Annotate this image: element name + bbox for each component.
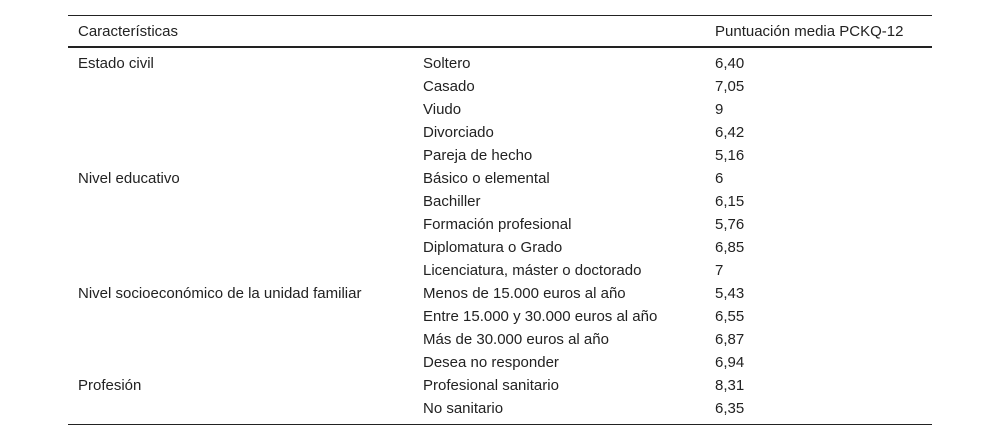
score-cell: 6 (715, 170, 724, 187)
group-cell: Profesión (78, 377, 142, 394)
data-table-container (68, 15, 932, 425)
table-body (68, 47, 932, 425)
category-cell: Básico o elemental (423, 170, 550, 187)
score-cell: 6,42 (715, 124, 745, 141)
group-cell (68, 190, 413, 213)
table-row (68, 397, 932, 425)
category-cell: Licenciatura, máster o doctorado (423, 262, 642, 279)
table-row (68, 75, 932, 98)
group-cell (68, 213, 413, 236)
category-cell: Desea no responder (423, 354, 559, 371)
table-row (68, 98, 932, 121)
category-cell: Soltero (423, 55, 471, 72)
group-cell (68, 397, 413, 425)
category-cell: Formación profesional (423, 216, 572, 233)
table-row (68, 351, 932, 374)
table-row (68, 374, 932, 397)
group-cell (68, 236, 413, 259)
group-cell (68, 144, 413, 167)
score-cell: 7,05 (715, 78, 745, 95)
category-cell: Bachiller (423, 193, 481, 210)
table-row (68, 47, 932, 75)
category-cell: No sanitario (423, 400, 504, 417)
category-cell: Casado (423, 78, 475, 95)
category-cell: Pareja de hecho (423, 147, 533, 164)
score-cell: 6,40 (715, 55, 745, 72)
table-row (68, 121, 932, 144)
category-cell: Más de 30.000 euros al año (423, 331, 609, 348)
group-cell (68, 305, 413, 328)
table-row (68, 259, 932, 282)
table-row (68, 282, 932, 305)
score-cell: 6,85 (715, 239, 745, 256)
category-cell: Profesional sanitario (423, 377, 559, 394)
score-cell: 7 (715, 262, 724, 279)
category-cell: Entre 15.000 y 30.000 euros al año (423, 308, 658, 325)
score-cell: 6,15 (715, 193, 745, 210)
group-cell: Nivel socioeconómico de la unidad familiar (78, 285, 362, 302)
table-row (68, 305, 932, 328)
header-category (413, 16, 705, 48)
group-cell: Estado civil (78, 55, 154, 72)
group-cell (68, 98, 413, 121)
table-row (68, 236, 932, 259)
group-cell (68, 328, 413, 351)
category-cell: Menos de 15.000 euros al año (423, 285, 626, 302)
header-mean-score: Puntuación media PCKQ-12 (715, 22, 904, 40)
group-cell (68, 351, 413, 374)
score-cell: 5,16 (715, 147, 745, 164)
score-cell: 8,31 (715, 377, 745, 394)
score-cell: 6,94 (715, 354, 745, 371)
group-cell (68, 75, 413, 98)
group-cell: Nivel educativo (78, 170, 180, 187)
table-row (68, 190, 932, 213)
group-cell (68, 121, 413, 144)
score-cell: 5,76 (715, 216, 745, 233)
group-cell (68, 259, 413, 282)
table-row (68, 167, 932, 190)
score-cell: 6,55 (715, 308, 745, 325)
score-cell: 6,35 (715, 400, 745, 417)
category-cell: Diplomatura o Grado (423, 239, 563, 256)
characteristics-table (68, 15, 932, 425)
table-header (68, 16, 932, 48)
category-cell: Divorciado (423, 124, 494, 141)
table-row (68, 328, 932, 351)
score-cell: 5,43 (715, 285, 745, 302)
header-row (68, 16, 932, 48)
category-cell: Viudo (423, 101, 462, 118)
table-row (68, 213, 932, 236)
header-characteristics: Características (78, 22, 179, 40)
score-cell: 6,87 (715, 331, 745, 348)
score-cell: 9 (715, 101, 724, 118)
table-row (68, 144, 932, 167)
